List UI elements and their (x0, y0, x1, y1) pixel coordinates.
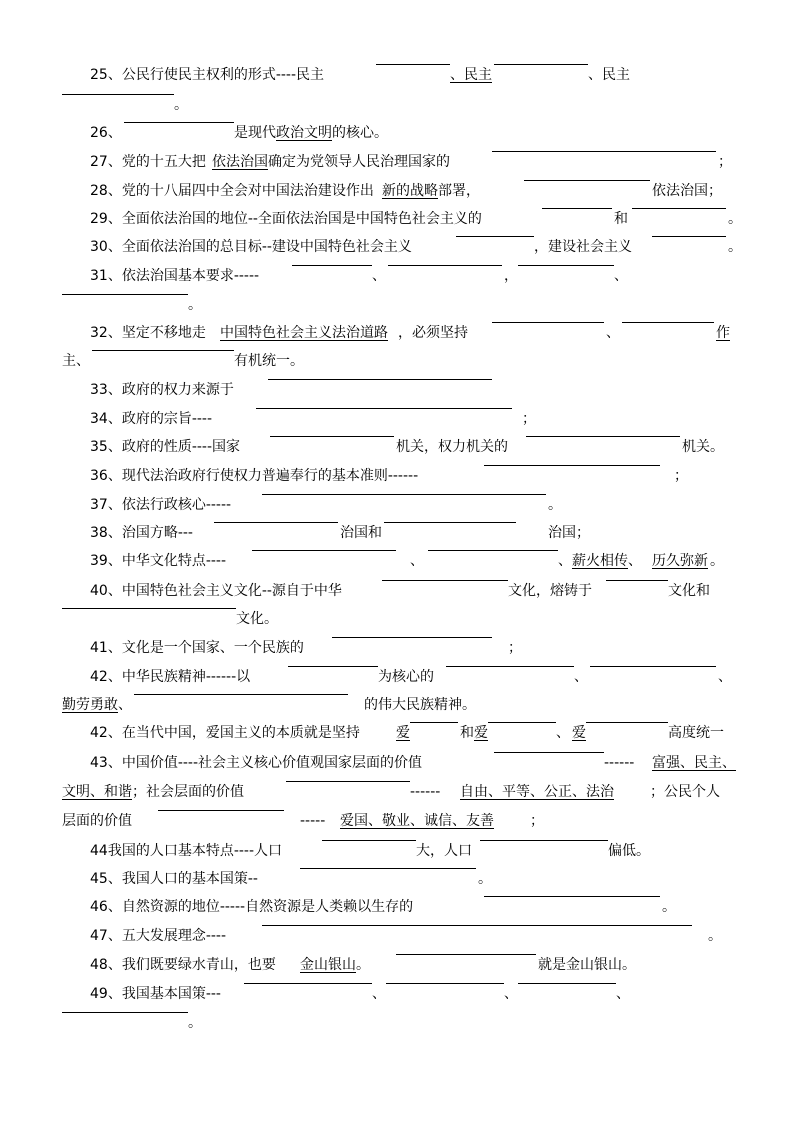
answer-blank[interactable] (524, 180, 650, 181)
underlined-keyword: 政治文明 (276, 125, 332, 141)
question-text: ； (718, 154, 732, 170)
question-25-line (0, 64, 794, 86)
answer-blank[interactable] (622, 322, 714, 323)
question-33-line (0, 379, 794, 401)
question-text: 层面的价值 (62, 813, 132, 829)
question-text: 文化和 (668, 583, 710, 599)
question-26-line (0, 122, 794, 144)
question-text: 32、坚定不移地走 (90, 325, 206, 341)
question-39-line (0, 550, 794, 572)
question-text: 、 (372, 268, 386, 284)
answer-blank[interactable] (632, 208, 726, 209)
question-34-line (0, 408, 794, 430)
question-text: 42、在当代中国，爱国主义的本质就是坚持 (90, 725, 360, 741)
question-43-line (0, 810, 794, 832)
question-text: 高度统一 (668, 725, 724, 741)
question-47-line (0, 925, 794, 947)
answer-blank[interactable] (322, 840, 416, 841)
question-text: 、 (372, 986, 386, 1002)
answer-blank[interactable] (492, 322, 604, 323)
underlined-keyword: 作 (716, 325, 730, 341)
answer-blank[interactable] (292, 265, 372, 266)
question-31-line (0, 265, 794, 287)
question-text: ----- (300, 813, 326, 829)
question-text: 和 (614, 211, 628, 227)
question-text: 。 (708, 928, 722, 944)
answer-blank[interactable] (384, 522, 516, 523)
answer-blank[interactable] (446, 666, 574, 667)
answer-blank[interactable] (62, 608, 236, 609)
answer-blank[interactable] (388, 265, 502, 266)
question-text: 。 (174, 97, 188, 113)
answer-blank[interactable] (410, 722, 458, 723)
question-text: 。 (356, 957, 370, 973)
question-text: 37、依法行政核心----- (90, 497, 232, 513)
question-text: 、 (556, 725, 570, 741)
underlined-keyword: 富强、民主、 (652, 755, 736, 771)
answer-blank[interactable] (586, 722, 668, 723)
question-text: 。 (662, 899, 676, 915)
question-text: 48、我们既要绿水青山，也要 (90, 957, 276, 973)
question-text: 就是金山银山。 (538, 957, 636, 973)
answer-blank[interactable] (480, 840, 608, 841)
underlined-keyword: 薪火相传 (572, 553, 628, 569)
question-42a-line (0, 666, 794, 688)
question-35-line (0, 436, 794, 458)
question-text: ，必须坚持 (398, 325, 468, 341)
question-text: 偏低。 (608, 843, 650, 859)
answer-blank[interactable] (494, 64, 588, 65)
answer-blank[interactable] (288, 666, 378, 667)
question-text: 部署， (438, 183, 480, 199)
question-text: 。 (478, 871, 492, 887)
question-text: 依法治国； (652, 183, 722, 199)
question-text: 大，人口 (416, 843, 472, 859)
question-text: ， (504, 268, 518, 284)
question-text: 42、中华民族精神------以 (90, 669, 251, 685)
question-text: 43、中国价值----社会主义核心价值观国家层面的价值 (90, 755, 423, 771)
question-text: ，建设社会主义 (534, 239, 632, 255)
question-text: 41、文化是一个国家、一个民族的 (90, 640, 304, 656)
question-text: 26、 (90, 125, 122, 141)
question-32-line (0, 350, 794, 372)
underlined-keyword: 依法治国 (212, 154, 268, 170)
question-text: 49、我国基本国策--- (90, 986, 221, 1002)
question-32-line (0, 322, 794, 344)
question-text: 、 (118, 697, 132, 713)
question-48-line (0, 954, 794, 976)
answer-blank[interactable] (484, 465, 660, 466)
answer-blank[interactable] (494, 752, 604, 753)
answer-blank[interactable] (542, 208, 612, 209)
question-41-line (0, 637, 794, 659)
question-40-line (0, 608, 794, 630)
question-text: 44我国的人口基本特点----人口 (90, 843, 283, 859)
question-text: 29、全面依法治国的地位--全面依法治国是中国特色社会主义的 (90, 211, 482, 227)
question-text: 的伟大民族精神。 (364, 697, 476, 713)
question-42b-line (0, 722, 794, 744)
question-text: 31、依法治国基本要求----- (90, 268, 260, 284)
question-29-line (0, 208, 794, 230)
answer-blank[interactable] (62, 294, 188, 295)
question-text: 46、自然资源的地位-----自然资源是人类赖以生存的 (90, 899, 414, 915)
question-text: 25、公民行使民主权利的形式----民主 (90, 67, 325, 83)
answer-blank[interactable] (492, 151, 716, 152)
question-text: 38、治国方略--- (90, 525, 193, 541)
answer-blank[interactable] (606, 580, 668, 581)
question-text: 、 (504, 986, 518, 1002)
answer-blank[interactable] (262, 494, 546, 495)
question-text: 。 (188, 1015, 202, 1031)
question-text: 。 (710, 553, 724, 569)
question-text: 28、党的十八届四中全会对中国法治建设作出 (90, 183, 374, 199)
question-text: 33、政府的权力来源于 (90, 382, 234, 398)
answer-blank[interactable] (332, 637, 492, 638)
answer-blank[interactable] (526, 436, 680, 437)
underlined-keyword: 爱国、敬业、诚信、友善 (340, 813, 494, 829)
question-text: 有机统一。 (234, 353, 304, 369)
question-42a-line (0, 694, 794, 716)
question-49-line (0, 1012, 794, 1034)
answer-blank[interactable] (386, 983, 504, 984)
underlined-keyword: 、民主 (450, 67, 492, 83)
answer-blank[interactable] (62, 94, 174, 95)
answer-blank[interactable] (244, 983, 372, 984)
question-text: 27、党的十五大把 (90, 154, 206, 170)
underlined-keyword: 爱 (474, 725, 488, 741)
question-38-line (0, 522, 794, 544)
question-text: 、 (614, 268, 628, 284)
question-28-line (0, 180, 794, 202)
answer-blank[interactable] (518, 983, 616, 984)
question-49-line (0, 983, 794, 1005)
question-text: ；公民个人 (650, 784, 720, 800)
answer-blank[interactable] (590, 666, 716, 667)
answer-blank[interactable] (488, 722, 556, 723)
question-31-line (0, 294, 794, 316)
question-text: ； (522, 411, 536, 427)
answer-blank[interactable] (92, 350, 234, 351)
question-30-line (0, 236, 794, 258)
question-text: 机关，权力机关的 (396, 439, 508, 455)
question-text: 、 (606, 325, 620, 341)
question-text: 机关。 (682, 439, 724, 455)
answer-blank[interactable] (286, 781, 410, 782)
answer-blank[interactable] (652, 236, 726, 237)
question-text: 是现代 (234, 125, 276, 141)
question-text: 30、全面依法治国的总目标--建设中国特色社会主义 (90, 239, 412, 255)
question-text: 35、政府的性质----国家 (90, 439, 241, 455)
answer-blank[interactable] (268, 379, 492, 380)
question-text: 。 (548, 497, 562, 513)
underlined-keyword: 中国特色社会主义法治道路 (220, 325, 388, 341)
question-46-line (0, 896, 794, 918)
answer-blank[interactable] (382, 580, 508, 581)
question-40-line (0, 580, 794, 602)
question-text: 治国和 (340, 525, 382, 541)
question-text: ------ (604, 755, 635, 771)
answer-blank[interactable] (484, 896, 660, 897)
question-text: 。 (728, 211, 742, 227)
question-text: 34、政府的宗旨---- (90, 411, 213, 427)
underlined-keyword: 历久弥新 (652, 553, 708, 569)
question-44-line (0, 840, 794, 862)
question-text: ； (674, 468, 688, 484)
question-text: 、民主 (588, 67, 630, 83)
question-text: 和 (460, 725, 474, 741)
question-27-line (0, 151, 794, 173)
question-text: 、 (558, 553, 572, 569)
answer-blank[interactable] (124, 122, 234, 123)
answer-blank[interactable] (62, 1012, 188, 1013)
question-text: 、 (628, 553, 642, 569)
question-text: ；社会层面的价值 (132, 784, 244, 800)
answer-blank[interactable] (158, 810, 284, 811)
question-text: 、 (410, 553, 424, 569)
answer-blank[interactable] (376, 64, 450, 65)
answer-blank[interactable] (256, 408, 512, 409)
underlined-keyword: 自由、平等、公正、法治 (460, 784, 614, 800)
question-text: 、 (718, 669, 732, 685)
underlined-keyword: 爱 (572, 725, 586, 741)
answer-blank[interactable] (300, 868, 476, 869)
answer-blank[interactable] (518, 265, 614, 266)
question-43-line (0, 781, 794, 803)
answer-blank[interactable] (252, 550, 396, 551)
question-37-line (0, 494, 794, 516)
answer-blank[interactable] (396, 954, 536, 955)
underlined-keyword: 新的战略 (382, 183, 438, 199)
answer-blank[interactable] (262, 925, 692, 926)
question-text: 40、中国特色社会主义文化--源自于中华 (90, 583, 342, 599)
question-text: 39、中华文化特点---- (90, 553, 227, 569)
question-text: ------ (410, 784, 441, 800)
question-45-line (0, 868, 794, 890)
answer-blank[interactable] (214, 522, 338, 523)
question-text: 。 (728, 239, 742, 255)
question-text: 36、现代法治政府行使权力普遍奉行的基本准则------ (90, 468, 419, 484)
answer-blank[interactable] (270, 436, 394, 437)
question-text: 的核心。 (332, 125, 388, 141)
question-text: 主、 (62, 353, 90, 369)
question-text: ； (508, 640, 522, 656)
question-36-line (0, 465, 794, 487)
answer-blank[interactable] (456, 236, 534, 237)
underlined-keyword: 爱 (396, 725, 410, 741)
question-text: 文化。 (236, 611, 278, 627)
answer-blank[interactable] (428, 550, 558, 551)
question-text: 、 (616, 986, 630, 1002)
answer-blank[interactable] (134, 694, 348, 695)
question-text: ； (530, 813, 544, 829)
underlined-keyword: 金山银山 (300, 957, 356, 973)
question-43-line (0, 752, 794, 774)
underlined-keyword: 勤劳勇敢 (62, 697, 118, 713)
question-text: 治国； (548, 525, 590, 541)
underlined-keyword: 文明、和谐 (62, 784, 132, 800)
question-text: 。 (188, 297, 202, 313)
question-text: 、 (574, 669, 588, 685)
question-text: 为核心的 (378, 669, 434, 685)
question-text: 47、五大发展理念---- (90, 928, 227, 944)
question-text: 45、我国人口的基本国策-- (90, 871, 258, 887)
question-25-line (0, 94, 794, 116)
question-text: 文化，熔铸于 (508, 583, 592, 599)
question-text: 确定为党领导人民治理国家的 (268, 154, 450, 170)
